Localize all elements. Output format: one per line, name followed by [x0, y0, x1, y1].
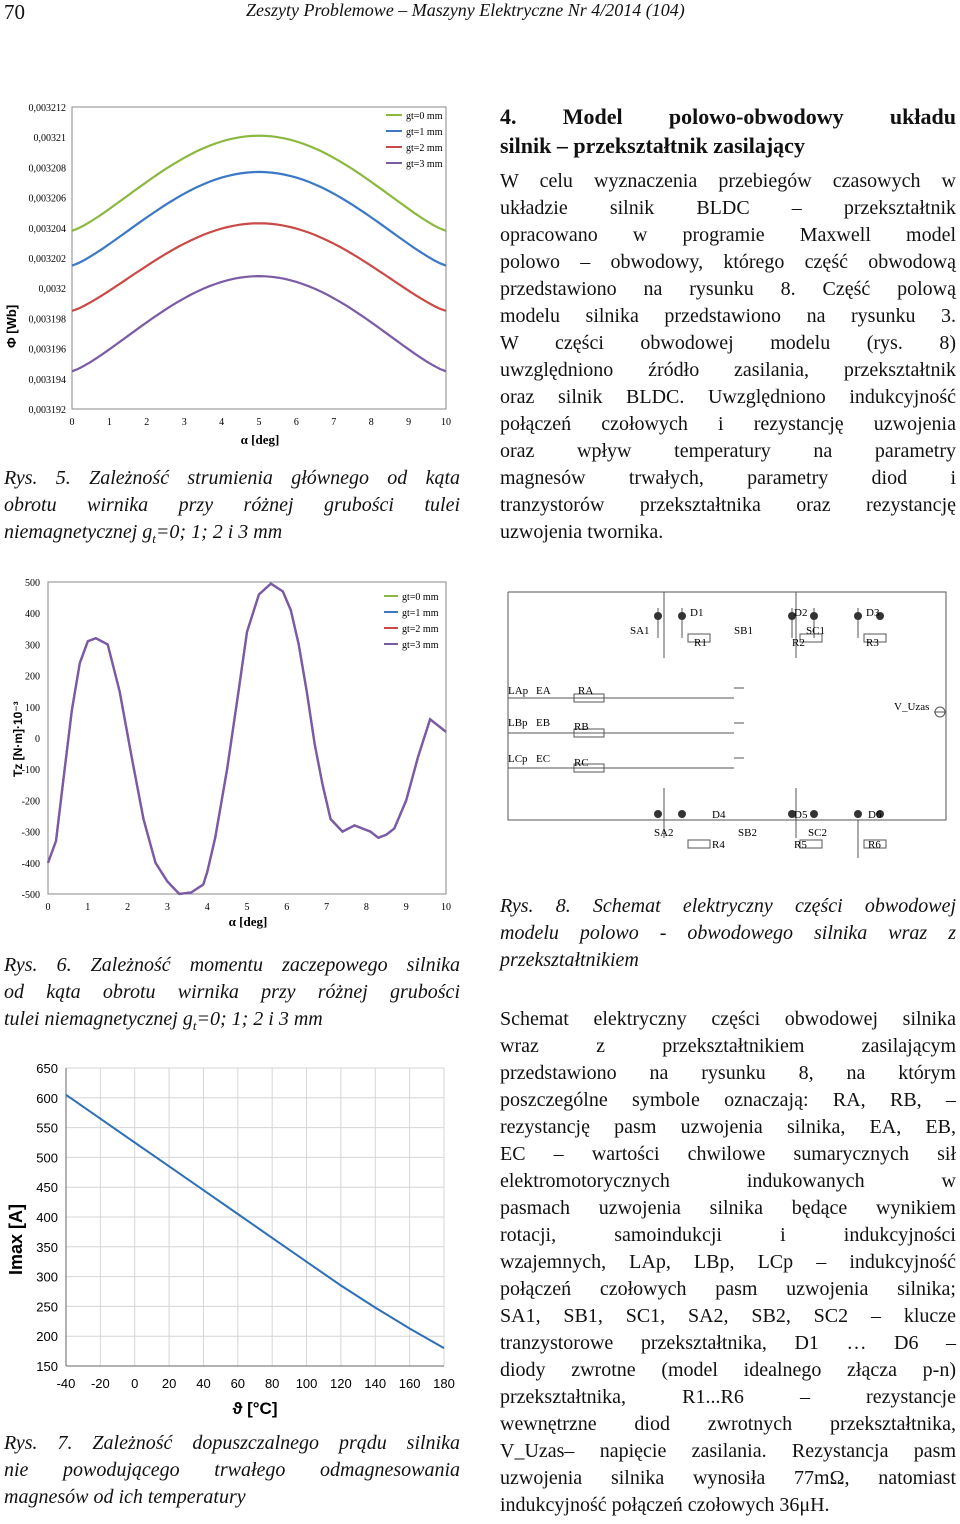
- fig7-y-tick-label: 150: [36, 1359, 58, 1374]
- fig6-x-tick-label: 0: [45, 902, 51, 913]
- fig7-x-tick-label: 20: [161, 1376, 177, 1391]
- fig6-y-tick-label: 200: [25, 671, 40, 683]
- fig7-chart: [0, 1060, 460, 1420]
- fig7-series: [66, 1095, 444, 1348]
- fig6-ylabel: Tz [N·m]·10⁻³: [11, 701, 25, 777]
- fig8-caption: Rys. 8. Schemat elektryczny części obwodowej modelu polowo - obwodowego silnika wraz z przekształtnikiem: [500, 895, 956, 971]
- fig5-y-tick-label: 0,003204: [28, 223, 66, 235]
- paragraph-line: przedstawiono na rysunku 8. Część polową: [500, 278, 956, 300]
- fig7-y-tick-label: 650: [36, 1061, 58, 1076]
- fig5-x-tick-label: 0: [69, 417, 75, 428]
- fig7-x-tick-label: 140: [364, 1376, 387, 1391]
- fig7-x-ticks: [57, 1376, 455, 1391]
- fig6-y-tick-label: 0: [35, 734, 40, 745]
- fig7-y-tick-label: 500: [36, 1150, 58, 1166]
- fig5-y-tick-label: 0,003194: [28, 374, 66, 386]
- fig6-y-tick-label: -500: [21, 890, 40, 901]
- fig7-x-tick-label: 100: [295, 1376, 318, 1391]
- fig7-xlabel: ϑ [°C]: [232, 1399, 278, 1418]
- label-R2: R2: [792, 637, 805, 649]
- fig6-y-tick-label: -200: [21, 796, 40, 808]
- paragraph-line: magnesów trwałych, parametry diod i: [500, 467, 956, 489]
- label-R3: R3: [866, 637, 879, 649]
- paragraph-line: W celu wyznaczenia przebiegów czasowych w: [500, 170, 956, 192]
- fig5-y-ticks: [29, 103, 67, 416]
- fig5-x-tick-label: 3: [181, 417, 187, 428]
- label-D5: D5: [794, 809, 808, 821]
- label-SC1: SC1: [806, 625, 825, 637]
- fig8-schematic: [494, 578, 956, 878]
- label-R4: R4: [712, 839, 725, 851]
- fig5-x-tick-label: 9: [406, 417, 412, 428]
- fig6-series: [48, 584, 446, 894]
- paragraph-line: układzie silnik BLDC – przekształtnik: [500, 197, 956, 219]
- fig7-grid: [66, 1068, 444, 1366]
- fig7-x-tick-label: 60: [230, 1376, 246, 1391]
- paragraph-line: modelu silnika przedstawiono na rysunku 3.: [500, 305, 956, 327]
- fig6-y-tick-label: 500: [25, 578, 40, 589]
- fig7-x-tick-label: 180: [433, 1376, 455, 1391]
- label-LBp: LBp: [508, 717, 528, 729]
- label-RA: RA: [578, 685, 594, 697]
- paragraph-line: uzwojenia silnika wynosiła 77mΩ, natomiast: [500, 1467, 956, 1489]
- fig5-x-tick-label: 6: [293, 417, 299, 428]
- paragraph-line: uwzględniono źródło zasilania, przekształtnik: [500, 359, 956, 381]
- paragraph-line: SA1, SB1, SC1, SA2, SB2, SC2 – klucze: [500, 1305, 956, 1327]
- fig7-y-tick-label: 450: [36, 1180, 58, 1196]
- fig5-y-tick-label: 0,003202: [28, 254, 66, 265]
- paragraph-line: diody zwrotne (model idealnego złącza p-n): [500, 1359, 956, 1381]
- fig5-chart: [0, 88, 460, 460]
- fig7-y-tick-label: 600: [36, 1090, 58, 1106]
- fig5-y-tick-label: 0,00321: [33, 133, 66, 145]
- fig5-x-ticks: [70, 417, 452, 428]
- fig7-ylabel: Imax [A]: [6, 1203, 26, 1275]
- paragraph-line: oraz silnik BLDC. Uwzględniono indukcyjność: [500, 386, 956, 408]
- paragraph-line: wewnętrzne diod zwrotnych przekształtnika,: [500, 1413, 956, 1435]
- label-D1: D1: [690, 607, 704, 619]
- fig6-caption: Rys. 6. Zależność momentu zaczepowego silnika od kąta obrotu wirnika przy różnej grubości tulei niemagnetycznej $g_t=0$; 1; 2 i 3 mm: [4, 954, 460, 1033]
- fig6-series-line: [48, 584, 446, 894]
- fig6-x-tick-label: 1: [85, 902, 91, 913]
- fig6-y-tick-label: 100: [25, 702, 40, 714]
- fig7-y-tick-label: 550: [36, 1120, 58, 1136]
- label-LAp: LAp: [508, 685, 529, 697]
- paragraph-line: EC – wartości chwilowe sumarycznych sił: [500, 1143, 956, 1165]
- paragraph-line: połączeń czołowych pasm uzwojenia silnika;: [500, 1278, 956, 1300]
- paragraph-line: uzwojenia twornika.: [500, 521, 664, 543]
- fig5-x-tick-label: 1: [106, 417, 112, 428]
- label-D6: D6: [868, 809, 882, 821]
- fig5-legend: [386, 111, 443, 170]
- fig5-y-tick-label: 0,003198: [28, 314, 66, 326]
- fig7-series-line: [66, 1095, 444, 1348]
- paragraph-line: tranzystorów przekształtnika oraz rezystancję: [500, 494, 956, 516]
- fig7-x-tick-label: 120: [330, 1376, 352, 1391]
- fig5-legend-label: gt=3 mm: [406, 159, 443, 170]
- label-R5: R5: [794, 839, 807, 851]
- paragraph-line: połączeń czołowych i rezystancję uzwojenia: [500, 413, 956, 435]
- paragraph-line: opracowano w programie Maxwell model: [500, 224, 956, 246]
- fig7-y-tick-label: 200: [36, 1329, 58, 1345]
- fig6-x-tick-label: 5: [244, 902, 250, 913]
- top-diodes: [654, 612, 884, 818]
- paragraph-line: pasmach uzwojenia silnika będące wynikiem: [500, 1197, 956, 1219]
- fig7-y-ticks: [36, 1061, 58, 1374]
- fig5-y-tick-label: 0,003192: [28, 405, 66, 416]
- fig5-series: [72, 136, 446, 372]
- paragraph-line: rotacji, samoindukcji i indukcyjności: [500, 1224, 956, 1246]
- fig5-legend-label: gt=2 mm: [406, 143, 443, 154]
- section-paragraph: [500, 168, 956, 546]
- fig7-caption: Rys. 7. Zależność dopuszczalnego prądu silnika nie powodującego trwałego odmagnesowania magnesów od ich temperatury: [4, 1432, 460, 1508]
- fig6-x-ticks: [46, 902, 452, 913]
- fig5-x-tick-label: 5: [256, 417, 262, 428]
- label-V-Uzas: V_Uzas: [894, 701, 930, 713]
- label-SC2: SC2: [808, 827, 827, 839]
- label-D2: D2: [794, 607, 808, 619]
- fig6-x-tick-label: 2: [125, 902, 131, 913]
- paragraph-line: V_Uzas– napięcie zasilania. Rezystancja pasm: [500, 1440, 956, 1462]
- fig5-x-tick-label: 10: [441, 417, 451, 428]
- fig7-y-tick-label: 350: [36, 1239, 58, 1255]
- page-number: 70: [4, 0, 25, 24]
- fig7-y-tick-label: 300: [36, 1269, 58, 1285]
- paragraph-line: wzajemnych, LAp, LBp, LCp – indukcyjność: [500, 1251, 956, 1273]
- fig5-xlabel: α [deg]: [240, 432, 280, 447]
- paragraph-line: indukcyjność połączeń czołowych 36μH.: [500, 1494, 830, 1516]
- paragraph-line: poszczególne symbole oznaczają: RA, RB, –: [500, 1089, 956, 1111]
- fig6-y-tick-label: 300: [25, 640, 40, 652]
- fig6-x-tick-label: 9: [403, 902, 409, 913]
- paragraph-line: oraz wpływ temperatury na parametry: [500, 440, 956, 462]
- fig6-legend: [384, 592, 439, 651]
- fig6-xlabel: α [deg]: [228, 914, 268, 929]
- fig7-x-tick-label: -20: [90, 1376, 110, 1391]
- fig6-legend-label: gt=2 mm: [402, 624, 439, 635]
- fig7-y-tick-label: 250: [36, 1299, 58, 1315]
- fig6-x-tick-label: 4: [204, 902, 210, 913]
- journal-header: Zeszyty Problemowe – Maszyny Elektryczne Nr 4/2014 (104): [246, 0, 685, 20]
- schema-paragraph: [500, 1006, 956, 1519]
- fig6-x-tick-label: 7: [324, 902, 330, 913]
- fig6-x-tick-label: 6: [284, 902, 290, 913]
- label-EA: EA: [536, 685, 551, 697]
- fig5-y-tick-label: 0,003206: [28, 193, 66, 205]
- fig5-ylabel: Φ [Wb]: [4, 304, 19, 348]
- label-D4: D4: [712, 809, 726, 821]
- fig7-x-tick-label: 160: [398, 1376, 421, 1391]
- paragraph-line: rezystancję pasm uzwojenia silnika, EA, EB,: [500, 1116, 956, 1138]
- fig5-series-line: [72, 136, 446, 231]
- fig6-legend-label: gt=1 mm: [402, 608, 439, 619]
- fig5-x-tick-label: 4: [219, 417, 225, 428]
- paragraph-line: polowo – obwodowy, którego część obwodową: [500, 251, 956, 273]
- fig6-y-tick-label: 400: [25, 609, 40, 621]
- fig5-caption: Rys. 5. Zależność strumienia głównego od kąta obrotu wirnika przy różnej grubości tulei niemagnetycznej $g_t=0$; 1; 2 i 3 mm: [4, 467, 460, 546]
- label-RC: RC: [574, 757, 589, 769]
- fig6-y-tick-label: -100: [21, 765, 40, 777]
- fig5-x-tick-label: 7: [331, 417, 337, 428]
- fig5-y-tick-label: 0,003208: [28, 163, 66, 175]
- fig5-y-tick-label: 0,003212: [28, 103, 66, 114]
- fig5-x-tick-label: 2: [144, 417, 150, 428]
- fig6-legend-label: gt=0 mm: [402, 592, 439, 603]
- section-heading: 4. Model polowo-obwodowy układu silnik – przekształtnik zasilający: [500, 104, 956, 158]
- fig6-y-tick-label: -400: [21, 858, 40, 870]
- label-LCp: LCp: [508, 753, 528, 765]
- fig5-legend-label: gt=1 mm: [406, 127, 443, 138]
- paragraph-line: tranzystorowe przekształtnika, D1 … D6 –: [500, 1332, 956, 1354]
- paragraph-line: przedstawiono na rysunku 8, na którym: [500, 1062, 956, 1084]
- fig7-x-tick-label: 0: [131, 1376, 139, 1391]
- fig5-y-tick-label: 0,003196: [28, 344, 66, 356]
- label-D3: D3: [866, 607, 880, 619]
- fig6-legend-label: gt=3 mm: [402, 640, 439, 651]
- label-SA2: SA2: [654, 827, 674, 839]
- label-EC: EC: [536, 753, 551, 765]
- fig5-x-tick-label: 8: [368, 417, 374, 428]
- label-R6: R6: [868, 839, 881, 851]
- fig5-series-line: [72, 172, 446, 266]
- fig7-y-tick-label: 400: [36, 1210, 58, 1225]
- paragraph-line: Schemat elektryczny części obwodowej silnika: [500, 1008, 956, 1030]
- fig5-y-tick-label: 0,0032: [38, 284, 66, 296]
- paragraph-line: W części obwodowej modelu (rys. 8): [500, 332, 956, 354]
- fig7-x-tick-label: 80: [264, 1376, 280, 1391]
- fig6-x-tick-label: 8: [363, 902, 369, 913]
- fig6-x-tick-label: 3: [164, 902, 170, 913]
- fig5-legend-label: gt=0 mm: [406, 111, 443, 122]
- label-RB: RB: [574, 721, 589, 733]
- fig6-chart: [0, 572, 460, 932]
- fig6-x-tick-label: 10: [441, 902, 451, 913]
- label-SB1: SB1: [734, 625, 753, 637]
- label-EB: EB: [536, 717, 551, 729]
- fig5-plot-frame: [72, 107, 446, 409]
- label-R1: R1: [694, 637, 707, 649]
- paragraph-line: wraz z przekształtnikiem zasilającym: [500, 1035, 956, 1057]
- fig5-series-line: [72, 276, 446, 371]
- fig5-series-line: [72, 223, 446, 311]
- paragraph-line: przekształtnika, R1...R6 – rezystancje: [500, 1386, 956, 1408]
- fig7-x-tick-label: -40: [56, 1376, 76, 1391]
- label-SB2: SB2: [738, 827, 757, 839]
- label-SA1: SA1: [630, 625, 650, 637]
- fig6-y-tick-label: -300: [21, 827, 40, 839]
- paragraph-line: elektromotorycznych indukowanych w: [500, 1170, 956, 1192]
- fig7-x-tick-label: 40: [196, 1376, 211, 1391]
